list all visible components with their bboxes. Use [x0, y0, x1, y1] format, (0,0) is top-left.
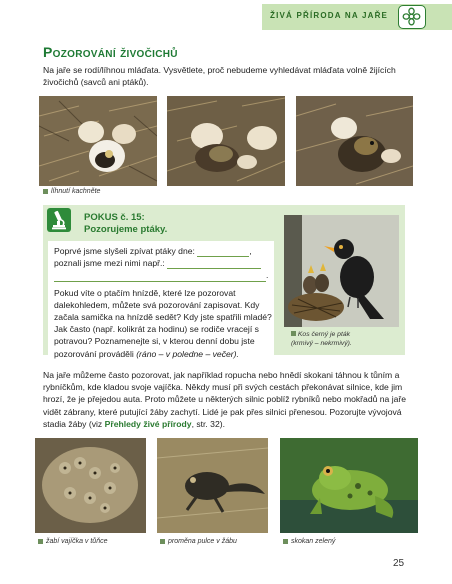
nest-observation-paragraph	[54, 287, 272, 360]
caption-bullet	[160, 539, 165, 544]
experiment-title: Pozorujeme ptáky.	[84, 224, 168, 235]
microscope-icon	[47, 208, 71, 232]
experiment-number: POKUS č. 15:	[84, 212, 145, 223]
first-song-date-blank[interactable]	[197, 246, 252, 257]
photo-hatching-egg-2	[167, 96, 285, 186]
bird-species-line	[54, 257, 272, 269]
caption-green-frog	[283, 538, 335, 545]
caption-green-frog-text: skokan zelený	[291, 538, 336, 545]
nest-observation-options: (ráno – v poledne – večer).	[136, 348, 239, 359]
first-song-line	[54, 245, 272, 257]
blackbird-caption-line2: (krmivý – nekrmivý).	[291, 339, 352, 347]
photo-green-frog	[280, 438, 418, 533]
photo-hatching-egg-3	[296, 96, 413, 186]
overview-link[interactable]: Přehledy živé přírody	[104, 418, 192, 429]
caption-bullet	[283, 539, 288, 544]
photo-frog-eggs	[35, 438, 146, 533]
frog-paragraph-tail: , str. 32).	[191, 418, 225, 429]
caption-frog-eggs-text: žabí vajíčka v tůňce	[46, 538, 108, 545]
caption-tadpole	[160, 538, 237, 545]
experiment-worksheet	[48, 241, 274, 359]
caption-tadpole-text: proměna pulce v žábu	[168, 538, 237, 545]
flower-icon	[398, 5, 426, 29]
intro-paragraph: Na jaře se rodí/líhnou mláďata. Vysvětlete, proč nebudeme vyhledávat mláďata volně žijících živočichů (savců ani ptáků).	[43, 65, 396, 88]
photo-tadpole	[157, 438, 268, 533]
photo-hatching-egg-1	[39, 96, 157, 186]
nest-observation-text: Pokud víte o ptačím hnízdě, které lze pozorovat dalekohledem, můžete svá pozorování zapisovat. Kdy začala samička na hnízdě sedět? Kdy jste spatřili mladé? Jak často (např. kolikrát za hodinu) se rodiče vracejí s potravou? Poznamenejte si, v kterou denní dobu jste pozorování prováděli	[54, 287, 272, 359]
line1-punct: ,	[249, 246, 252, 256]
caption-text: líhnutí kachněte	[51, 188, 101, 195]
page-title: Pozorování živočichů	[43, 44, 178, 60]
experiment-text	[48, 241, 272, 360]
frog-paragraph-text: Na jaře můžeme často pozorovat, jak například ropucha nebo hnědí skokani táhnou k tůním a rybníčkům, kde kladou svoje vajíčka. Někdy musí při svých cestách překonávat silnice, kde jim hrozí, že je přejedou auta. Proto můžete u některých silnic poblíž rybníků nebo mokřadů na jaře vidět zábrany, které putující žáby zachytí. Lidé je pak přes silnici přenesou. Pozorujte vývojová stadia žáby (viz	[43, 370, 407, 429]
line2-punct: .	[266, 270, 269, 281]
bird-species-line-2	[54, 269, 272, 281]
bird-species-blank-2[interactable]	[54, 270, 269, 282]
caption-bullet	[43, 189, 48, 194]
caption-frog-eggs	[38, 538, 107, 545]
frog-migration-paragraph	[43, 369, 418, 430]
blackbird-caption-line1: Kos černý je pták	[297, 331, 351, 338]
caption-bullet	[38, 539, 43, 544]
first-song-label: Poprvé jsme slyšeli zpívat ptáky dne:	[54, 246, 195, 256]
blackbird-caption	[291, 331, 401, 348]
photo-blackbird-nest	[284, 215, 399, 327]
top-photos-caption	[43, 188, 100, 195]
bird-species-label: poznali jsme mezi nimi např.:	[54, 258, 165, 269]
section-header-title: ŽIVÁ PŘÍRODA NA JAŘE	[270, 11, 389, 20]
bird-species-blank-1[interactable]	[167, 259, 261, 269]
caption-bullet	[291, 331, 296, 336]
page-number: 25	[393, 558, 405, 569]
